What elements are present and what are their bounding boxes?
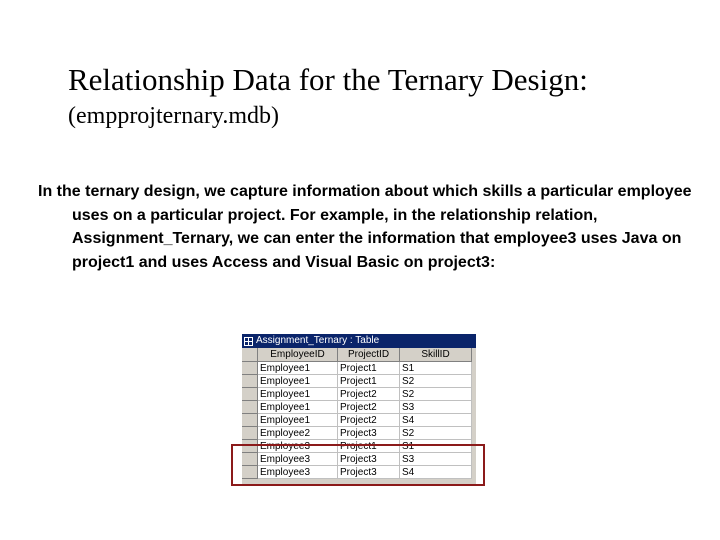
table-cell[interactable]: Project3 xyxy=(338,427,400,440)
table-cell[interactable]: Project3 xyxy=(338,453,400,466)
row-selector[interactable] xyxy=(242,375,258,388)
table-cell[interactable]: Employee1 xyxy=(258,388,338,401)
table-cell[interactable]: Employee3 xyxy=(258,466,338,479)
table-cell[interactable]: Employee3 xyxy=(258,453,338,466)
table-cell[interactable]: Employee1 xyxy=(258,401,338,414)
table-cell[interactable]: Project1 xyxy=(338,375,400,388)
slide-subtitle: (empprojternary.mdb) xyxy=(68,103,280,129)
highlight-box xyxy=(231,444,485,486)
table-cell[interactable]: Project2 xyxy=(338,414,400,427)
table-cell[interactable]: S1 xyxy=(400,362,472,375)
row-selector[interactable] xyxy=(242,362,258,375)
row-selector[interactable] xyxy=(242,414,258,427)
column-header-projectid[interactable]: ProjectID xyxy=(338,348,400,362)
table-cell[interactable]: Project1 xyxy=(338,362,400,375)
window-title: Assignment_Ternary : Table xyxy=(256,335,380,346)
window-titlebar xyxy=(242,334,476,348)
table-cell[interactable]: S2 xyxy=(400,427,472,440)
table-cell[interactable]: Employee2 xyxy=(258,427,338,440)
table-cell[interactable]: S4 xyxy=(400,414,472,427)
table-cell[interactable]: Project2 xyxy=(338,401,400,414)
column-header-employeeid[interactable]: EmployeeID xyxy=(258,348,338,362)
table-cell[interactable]: Project1 xyxy=(338,440,400,453)
table-cell[interactable]: Employee1 xyxy=(258,362,338,375)
table-cell[interactable]: Employee1 xyxy=(258,414,338,427)
table-icon xyxy=(244,337,253,346)
table-cell[interactable]: S1 xyxy=(400,440,472,453)
row-selector[interactable] xyxy=(242,388,258,401)
table-cell[interactable]: Employee3 xyxy=(258,440,338,453)
table-cell[interactable]: S3 xyxy=(400,453,472,466)
slide-body-text: In the ternary design, we capture information about which skills a particular employee uses on a particular project. For example, in the relationship relation, Assignment_Ternary, we can enter the information that employee3 uses Java on project1 and uses Access and Visual Basic on project3: xyxy=(38,183,692,271)
table-cell[interactable]: Project3 xyxy=(338,466,400,479)
table-cell[interactable]: S4 xyxy=(400,466,472,479)
slide-title: Relationship Data for the Ternary Design: xyxy=(68,62,588,97)
column-header-skillid[interactable]: SkillID xyxy=(400,348,472,362)
table-cell[interactable]: S2 xyxy=(400,388,472,401)
table-cell[interactable]: Employee1 xyxy=(258,375,338,388)
corner-selector[interactable] xyxy=(242,348,258,362)
row-selector[interactable] xyxy=(242,401,258,414)
table-cell[interactable]: S2 xyxy=(400,375,472,388)
table-cell[interactable]: S3 xyxy=(400,401,472,414)
row-selector[interactable] xyxy=(242,427,258,440)
table-cell[interactable]: Project2 xyxy=(338,388,400,401)
